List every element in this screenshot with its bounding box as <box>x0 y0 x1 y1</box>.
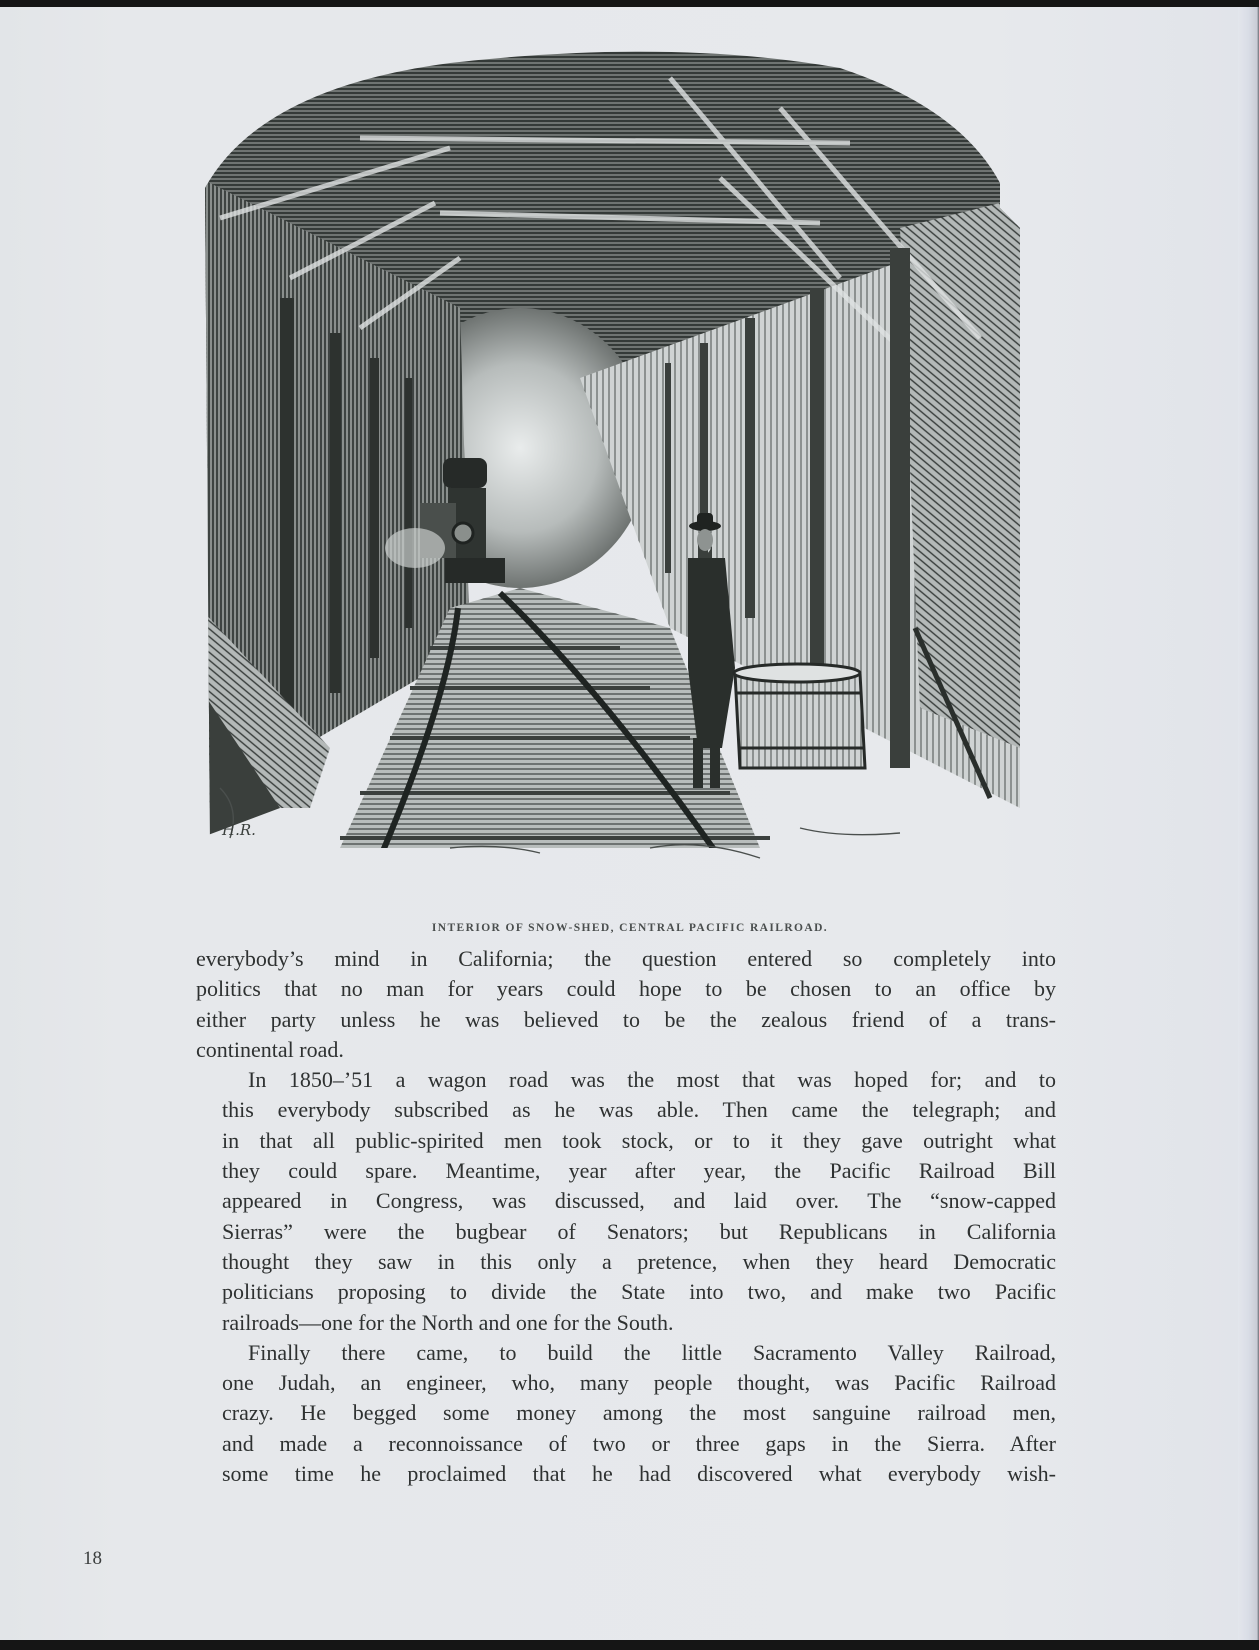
page-right-edge <box>1238 7 1259 1640</box>
text-line: they could spare. Meantime, year after year, the Pacific Railroad Bill <box>222 1158 1056 1184</box>
text-line: either party unless he was believed to be the zealous friend of a trans- <box>196 1006 1056 1032</box>
text-line: Finally there came, to build the little Sacramento Valley Railroad, <box>248 1339 1056 1365</box>
paragraph-3 <box>196 1338 1056 1489</box>
engraver-signature: H.R. <box>222 821 256 839</box>
text-line: one Judah, an engineer, who, many people thought, was Pacific Railroad <box>222 1370 1056 1396</box>
text-line: crazy. He begged some money among the most sanguine railroad men, <box>222 1400 1056 1426</box>
text-line: and made a reconnoissance of two or three gaps in the Sierra. After <box>222 1430 1056 1456</box>
page-number: 18 <box>83 1548 102 1569</box>
body-text <box>196 944 1056 1489</box>
paragraph-1 <box>196 944 1056 1065</box>
snow-shed-engraving <box>200 48 1060 908</box>
text-line: appeared in Congress, was discussed, and laid over. The “snow-capped <box>222 1188 1056 1214</box>
text-line: in that all public-spirited men took stock, or to it they gave outright what <box>222 1127 1056 1153</box>
scan-bottom-border <box>0 1640 1259 1650</box>
figure-caption: INTERIOR OF SNOW-SHED, CENTRAL PACIFIC RAILROAD. <box>431 922 829 934</box>
paragraph-2 <box>196 1065 1056 1338</box>
text-line: everybody’s mind in California; the question entered so completely into <box>196 946 1056 971</box>
text-line: In 1850–’51 a wagon road was the most that was hoped for; and to <box>248 1067 1056 1093</box>
text-line: this everybody subscribed as he was able. Then came the telegraph; and <box>222 1097 1056 1123</box>
text-line: some time he proclaimed that he had discovered what everybody wish- <box>222 1461 1056 1487</box>
text-line: continental road. <box>196 1036 344 1062</box>
scan-top-border <box>0 0 1259 7</box>
barrel <box>734 664 865 768</box>
text-line: thought they saw in this only a pretence, when they heard Democratic <box>222 1248 1056 1274</box>
text-line: politics that no man for years could hope to be chosen to an office by <box>196 976 1056 1002</box>
text-line: Sierras” were the bugbear of Senators; but Republicans in California <box>222 1218 1056 1244</box>
text-line: politicians proposing to divide the State into two, and make two Pacific <box>222 1279 1056 1305</box>
text-line: railroads—one for the North and one for the South. <box>222 1309 674 1335</box>
